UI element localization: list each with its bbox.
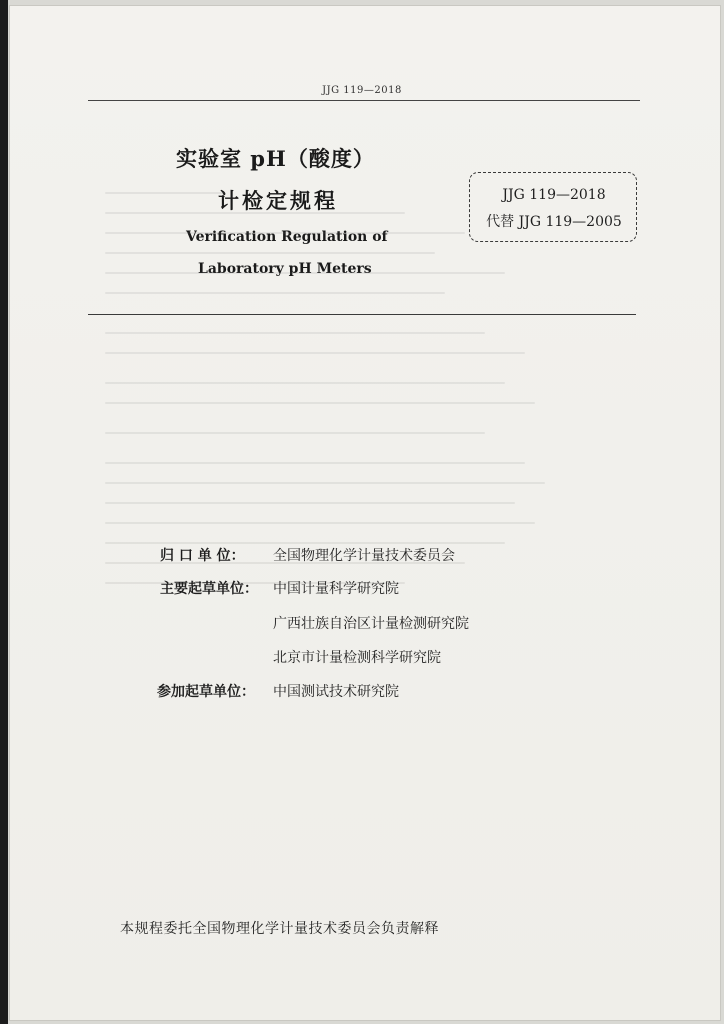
responsible-unit-label: 归 口 单 位： [160,548,245,564]
main-drafting-unit-2: 广西壮族自治区计量检测研究院 [273,616,469,632]
title-english-line-1: Verification Regulation of [186,229,388,245]
title-english-line-2: Laboratory pH Meters [198,261,372,277]
title-chinese-line-2: 计检定规程 [218,188,338,213]
interpretation-note: 本规程委托全国物理化学计量技术委员会负责解释 [120,921,439,937]
title-chinese-line-1: 实验室 pH（酸度） [176,146,375,171]
participating-unit-label: 参加起草单位： [157,684,255,700]
standard-number: JJG 119—2018 [502,187,606,203]
replaces-standard-number: 代替 JJG 119—2005 [486,214,622,230]
running-header-code: JJG 119—2018 [322,85,402,96]
responsible-unit-value: 全国物理化学计量技术委员会 [273,548,455,564]
main-drafting-unit-label: 主要起草单位： [160,581,258,597]
main-drafting-unit-1: 中国计量科学研究院 [273,581,399,597]
main-drafting-unit-3: 北京市计量检测科学研究院 [273,650,441,666]
participating-unit-value: 中国测试技术研究院 [273,684,399,700]
